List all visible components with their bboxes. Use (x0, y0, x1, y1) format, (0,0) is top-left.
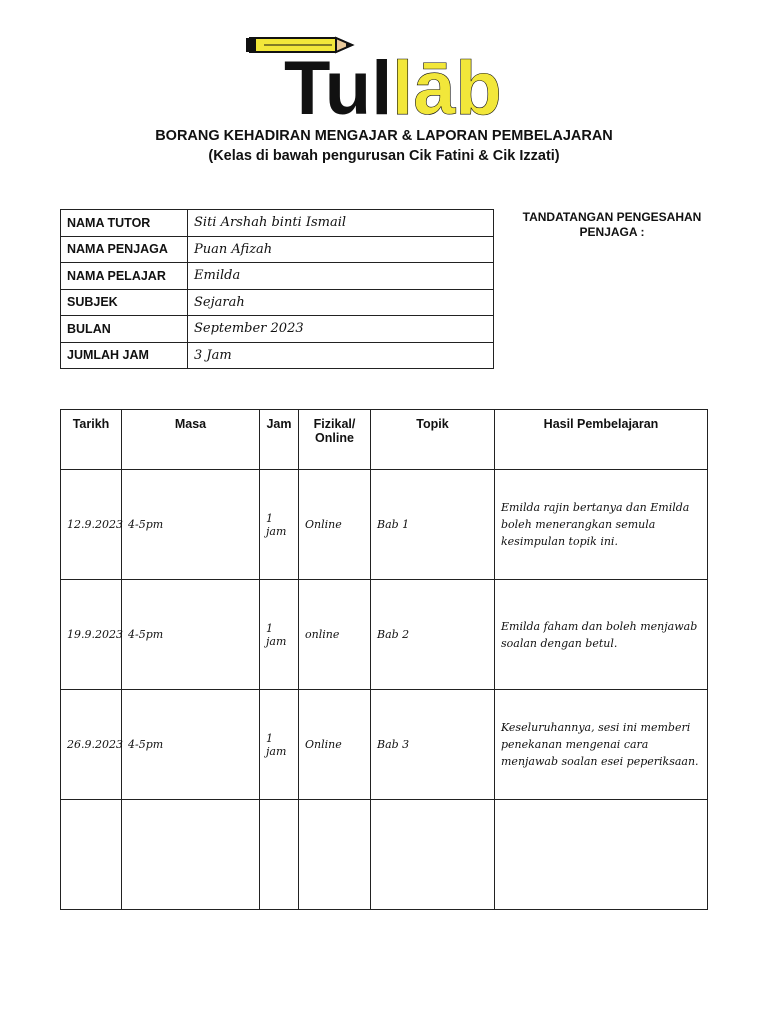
info-row-subject (61, 289, 494, 316)
info-value: Siti Arshah binti Ismail (188, 210, 494, 237)
info-label: NAMA TUTOR (61, 210, 188, 237)
table-row-empty (61, 800, 708, 910)
table-row (61, 690, 708, 800)
header-topic: Topik (371, 410, 495, 470)
info-label: NAMA PENJAGA (61, 236, 188, 263)
logo-wordmark-dark: Tul (284, 46, 393, 120)
info-row-month (61, 316, 494, 343)
cell-mode (299, 800, 371, 910)
cell-date: 12.9.2023 (61, 470, 122, 580)
info-value: Emilda (188, 263, 494, 290)
table-row (61, 470, 708, 580)
info-label: NAMA PELAJAR (61, 263, 188, 290)
info-row-student (61, 263, 494, 290)
cell-date: 26.9.2023 (61, 690, 122, 800)
header-mode: Fizikal/ Online (299, 410, 371, 470)
signature-label: TANDATANGAN PENGESAHAN PENJAGA : (522, 210, 702, 239)
cell-result: Keseluruhannya, sesi ini memberi penekanan mengenai cara menjawab soalan esei peperiksaan. (495, 690, 708, 800)
info-value: September 2023 (188, 316, 494, 343)
cell-hours (260, 800, 299, 910)
cell-hours: 1 jam (260, 470, 299, 580)
cell-time: 4-5pm (122, 580, 260, 690)
info-value: 3 Jam (188, 342, 494, 369)
table-header-row (61, 410, 708, 470)
info-row-guardian (61, 236, 494, 263)
info-label: SUBJEK (61, 289, 188, 316)
attendance-table (60, 409, 708, 910)
cell-date: 19.9.2023 (61, 580, 122, 690)
cell-result (495, 800, 708, 910)
info-row-tutor (61, 210, 494, 237)
header-hours: Jam (260, 410, 299, 470)
cell-time (122, 800, 260, 910)
cell-topic: Bab 3 (371, 690, 495, 800)
info-table (60, 209, 494, 369)
cell-result: Emilda rajin bertanya dan Emilda boleh menerangkan semula kesimpulan topik ini. (495, 470, 708, 580)
table-row (61, 580, 708, 690)
header-result: Hasil Pembelajaran (495, 410, 708, 470)
cell-topic (371, 800, 495, 910)
cell-topic: Bab 1 (371, 470, 495, 580)
info-label: BULAN (61, 316, 188, 343)
info-value: Sejarah (188, 289, 494, 316)
form-title: BORANG KEHADIRAN MENGAJAR & LAPORAN PEMBELAJARAN (155, 128, 613, 144)
tullab-logo (244, 30, 534, 120)
cell-mode: online (299, 580, 371, 690)
info-label: JUMLAH JAM (61, 342, 188, 369)
cell-date (61, 800, 122, 910)
info-value: Puan Afizah (188, 236, 494, 263)
logo-wordmark-accent: lāb (392, 46, 502, 120)
header-date: Tarikh (61, 410, 122, 470)
header-time: Masa (122, 410, 260, 470)
cell-topic: Bab 2 (371, 580, 495, 690)
info-row-hours (61, 342, 494, 369)
cell-time: 4-5pm (122, 470, 260, 580)
cell-result: Emilda faham dan boleh menjawab soalan dengan betul. (495, 580, 708, 690)
form-subtitle: (Kelas di bawah pengurusan Cik Fatini & Cik Izzati) (208, 148, 560, 164)
cell-time: 4-5pm (122, 690, 260, 800)
cell-hours: 1 jam (260, 690, 299, 800)
cell-mode: Online (299, 470, 371, 580)
cell-hours: 1 jam (260, 580, 299, 690)
cell-mode: Online (299, 690, 371, 800)
